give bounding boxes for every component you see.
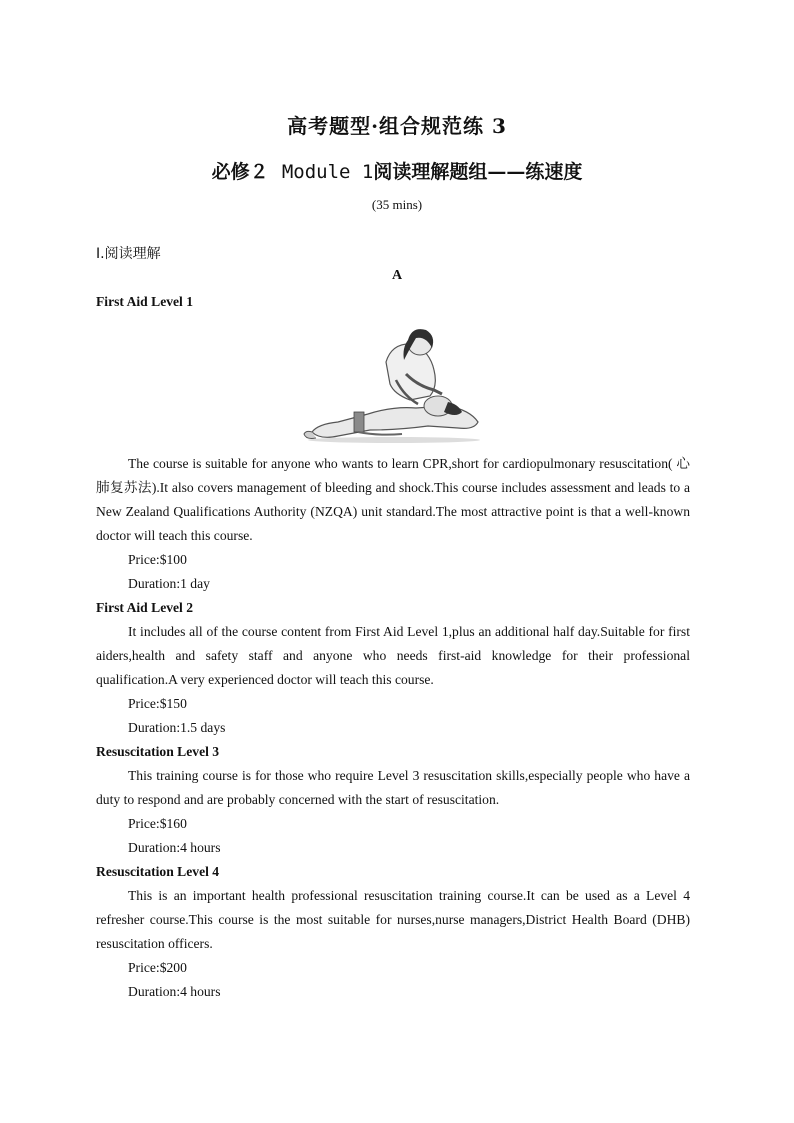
- subtitle-module: Module 1: [281, 161, 374, 183]
- course-price: Price:$200: [128, 960, 187, 975]
- page-subtitle: [0, 157, 794, 184]
- course-description: It includes all of the course content from First Aid Level 1,plus an additional half day.Suitable for first aiders,health and safety staff and anyone who needs first-aid knowledge for their professional qualification.A very experienced doctor will teach this course.: [96, 624, 690, 687]
- course-description: This training course is for those who require Level 3 resuscitation skills,especially people who have a duty to respond and are probably concerned with the start of resuscitation.: [96, 768, 690, 807]
- course-price: Price:$100: [128, 552, 187, 567]
- passage-letter: A: [391, 268, 403, 283]
- cpr-illustration: [96, 314, 690, 452]
- course-description: The course is suitable for anyone who wants to learn CPR,short for cardiopulmonary resuscitation( 心肺复苏法).It also covers management of bleeding and shock.This course includes assessment and leads to a New Zealand Qualifications Authority (NZQA) unit standard.The most attractive point is that a well-known doctor will teach this course.: [96, 456, 690, 543]
- course-price: Price:$150: [128, 696, 187, 711]
- subtitle-prefix: 必修２: [211, 161, 269, 183]
- course-heading: Resuscitation Level 3: [96, 744, 220, 759]
- course-duration: Duration:1.5 days: [128, 720, 226, 735]
- time-limit: (35 mins): [371, 197, 423, 212]
- course-duration: Duration:1 day: [128, 576, 210, 591]
- course-price: Price:$160: [128, 816, 187, 831]
- page-title: 高考题型·组合规范练 3: [287, 114, 507, 138]
- subtitle-suffix: 阅读理解题组——练速度: [373, 161, 583, 183]
- course-heading: Resuscitation Level 4: [96, 864, 220, 879]
- course-heading: First Aid Level 2: [96, 600, 194, 615]
- passage-body: [96, 290, 690, 1004]
- course-duration: Duration:4 hours: [128, 840, 221, 855]
- section-label: Ⅰ.阅读理解: [96, 246, 161, 262]
- cpr-illustration-icon: [298, 314, 488, 446]
- course-description: This is an important health professional resuscitation training course.It can be used as a Level 4 refresher course.This course is the most suitable for nurses,nurse managers,District Health Board (DHB) resuscitation officers.: [96, 888, 690, 951]
- course-heading: First Aid Level 1: [96, 294, 194, 309]
- course-duration: Duration:4 hours: [128, 984, 221, 999]
